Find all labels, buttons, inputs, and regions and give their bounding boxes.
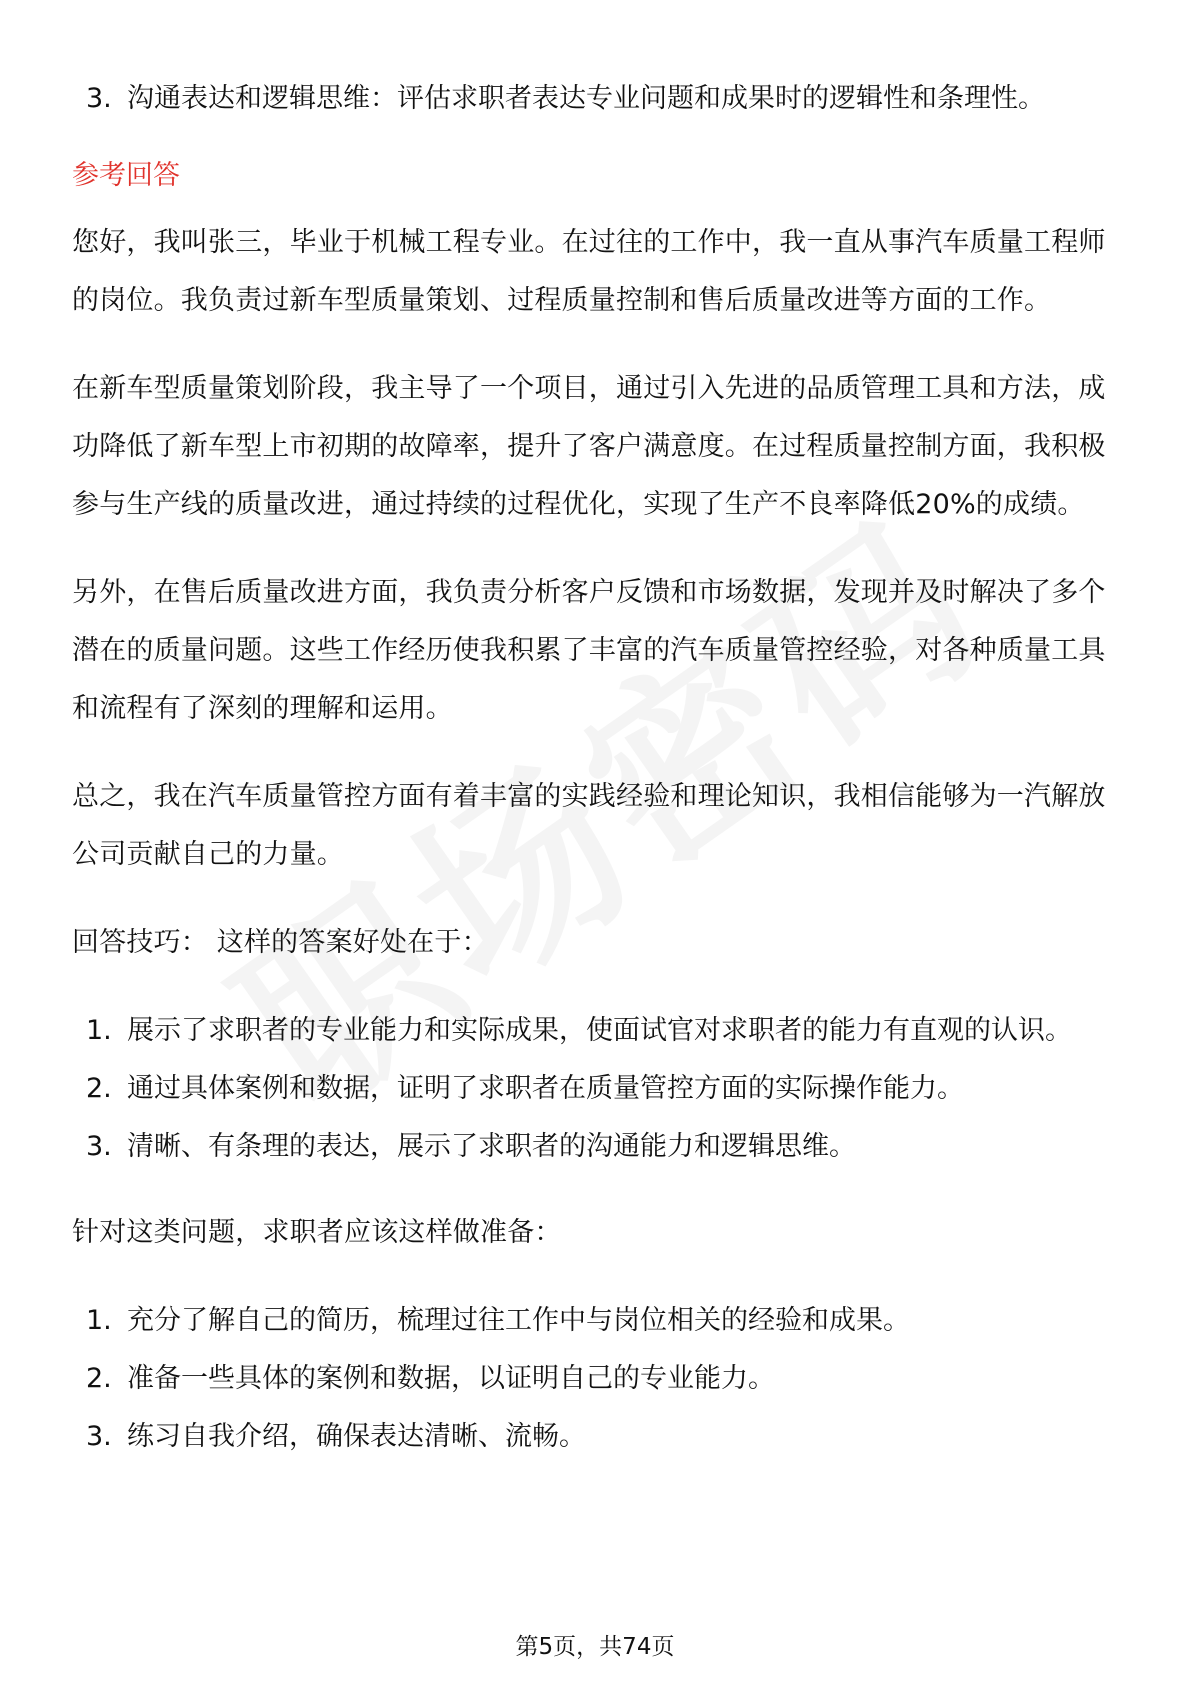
list-item (72, 1060, 1118, 1118)
list-number: 1. (86, 1305, 112, 1336)
list-item (72, 1002, 1118, 1060)
list-text: 展示了求职者的专业能力和实际成果，使面试官对求职者的能力有直观的认识。 (127, 1015, 1072, 1046)
prep-intro: 针对这类问题，求职者应该这样做准备： (72, 1217, 562, 1248)
answer-paragraph: 总之，我在汽车质量管控方面有着丰富的实践经验和理论知识，我相信能够为一汽解放公司贡献自己的力量。 (72, 781, 1106, 870)
list-item (72, 1408, 1118, 1466)
list-item (72, 70, 1118, 128)
prep-list (72, 1292, 1118, 1466)
list-text: 清晰、有条理的表达，展示了求职者的沟通能力和逻辑思维。 (127, 1131, 856, 1162)
list-text: 沟通表达和逻辑思维：评估求职者表达专业问题和成果时的逻辑性和条理性。 (127, 83, 1045, 114)
list-item (72, 1118, 1118, 1176)
list-number: 2. (86, 1363, 112, 1394)
tips-list (72, 1002, 1118, 1176)
answer-paragraph: 另外，在售后质量改进方面，我负责分析客户反馈和市场数据，发现并及时解决了多个潜在的质量问题。这些工作经历使我积累了丰富的汽车质量管控经验，对各种质量工具和流程有了深刻的理解和运用。 (72, 577, 1106, 724)
list-item (72, 1292, 1118, 1350)
answer-paragraph: 您好，我叫张三，毕业于机械工程专业。在过往的工作中，我一直从事汽车质量工程师的岗位。我负责过新车型质量策划、过程质量控制和售后质量改进等方面的工作。 (72, 227, 1106, 316)
list-number: 1. (86, 1015, 112, 1046)
list-text: 练习自我介绍，确保表达清晰、流畅。 (127, 1421, 586, 1452)
list-number: 3. (86, 1421, 112, 1452)
answer-heading: 参考回答 (72, 160, 180, 191)
list-number: 3. (86, 1131, 112, 1162)
page-footer: 第5页，共74页 (515, 1634, 675, 1660)
list-text: 准备一些具体的案例和数据，以证明自己的专业能力。 (127, 1363, 775, 1394)
list-number: 3. (86, 83, 112, 114)
evaluation-criteria-list (72, 70, 1118, 128)
tips-intro: 回答技巧： 这样的答案好处在于： (72, 927, 489, 958)
list-item (72, 1350, 1118, 1408)
list-text: 通过具体案例和数据，证明了求职者在质量管控方面的实际操作能力。 (127, 1073, 964, 1104)
document-page (72, 70, 1118, 1494)
list-text: 充分了解自己的简历，梳理过往工作中与岗位相关的经验和成果。 (127, 1305, 910, 1336)
answer-paragraph: 在新车型质量策划阶段，我主导了一个项目，通过引入先进的品质管理工具和方法，成功降低了新车型上市初期的故障率，提升了客户满意度。在过程质量控制方面，我积极参与生产线的质量改进，通过持续的过程优化，实现了生产不良率降低20%的成绩。 (72, 373, 1106, 520)
list-number: 2. (86, 1073, 112, 1104)
